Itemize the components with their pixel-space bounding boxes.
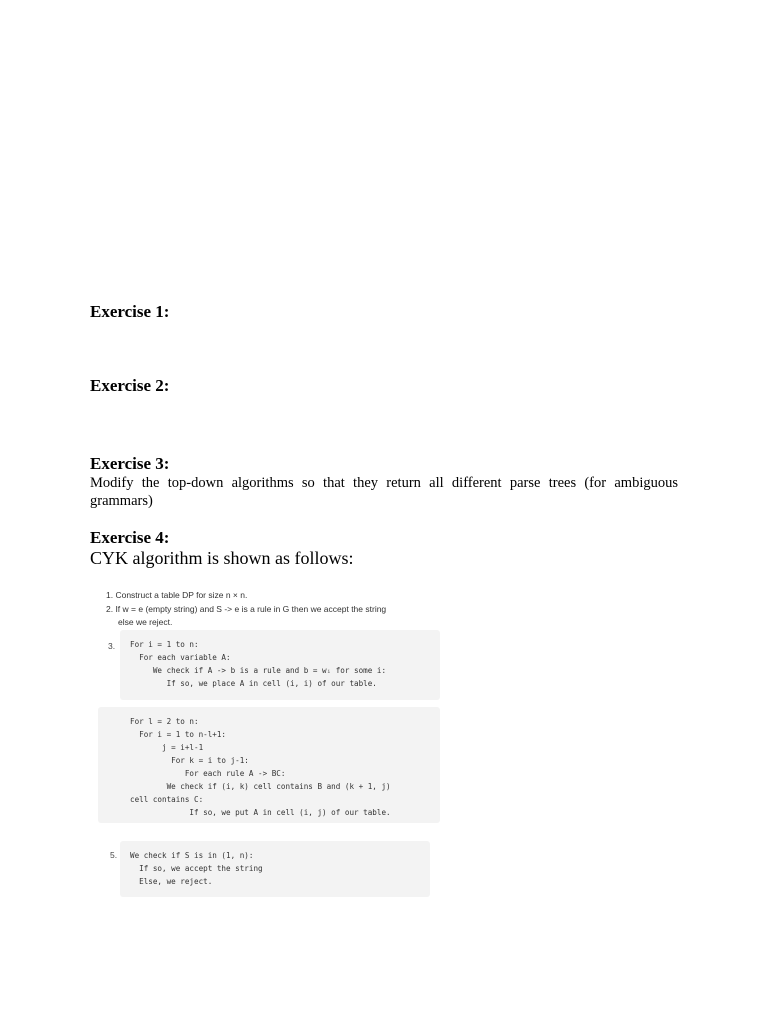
code-line: Else, we reject. xyxy=(130,877,213,886)
code-line: We check if A -> b is a rule and b = wᵢ for some i: xyxy=(130,666,387,675)
step-4-code-block xyxy=(98,707,440,823)
code-line: For k = i to j-1: xyxy=(130,756,249,765)
step-2-continuation: else we reject. xyxy=(118,617,173,627)
code-line: We check if (i, k) cell contains B and (k + 1, j) xyxy=(130,782,391,791)
step-5-code-block xyxy=(120,841,430,897)
exercise-1-heading: Exercise 1: xyxy=(90,302,170,321)
code-line: We check if S is in (1, n): xyxy=(130,851,254,860)
code-line: cell contains C: xyxy=(130,795,204,804)
step-3-number: 3. xyxy=(108,641,116,651)
code-line: For l = 2 to n: xyxy=(130,717,199,726)
step-3-code-block xyxy=(120,630,440,700)
exercise-3-text: Modify the top-down algorithms so that they return all different parse trees (for ambiguous grammars) xyxy=(90,475,678,509)
exercise-4-text: CYK algorithm is shown as follows: xyxy=(90,548,354,568)
code-line: If so, we place A in cell (i, i) of our table. xyxy=(130,679,377,688)
exercise-2-heading: Exercise 2: xyxy=(90,376,170,395)
exercise-4-heading: Exercise 4: xyxy=(90,528,170,547)
code-line: j = i+l-1 xyxy=(130,743,204,752)
step-5-number: 5. xyxy=(110,850,118,860)
code-line: For i = 1 to n-l+1: xyxy=(130,730,227,739)
code-line: For i = 1 to n: xyxy=(130,640,199,649)
cyk-algorithm-figure xyxy=(98,585,454,910)
code-line: If so, we put A in cell (i, j) of our table. xyxy=(130,808,391,817)
step-1-text: 1. Construct a table DP for size n × n. xyxy=(106,590,248,600)
code-line: For each rule A -> BC: xyxy=(130,769,286,778)
code-line: For each variable A: xyxy=(130,653,231,662)
exercise-3-heading: Exercise 3: xyxy=(90,454,170,473)
step-2-text: 2. If w = e (empty string) and S -> e is a rule in G then we accept the string xyxy=(106,604,387,614)
code-line: If so, we accept the string xyxy=(130,864,263,873)
